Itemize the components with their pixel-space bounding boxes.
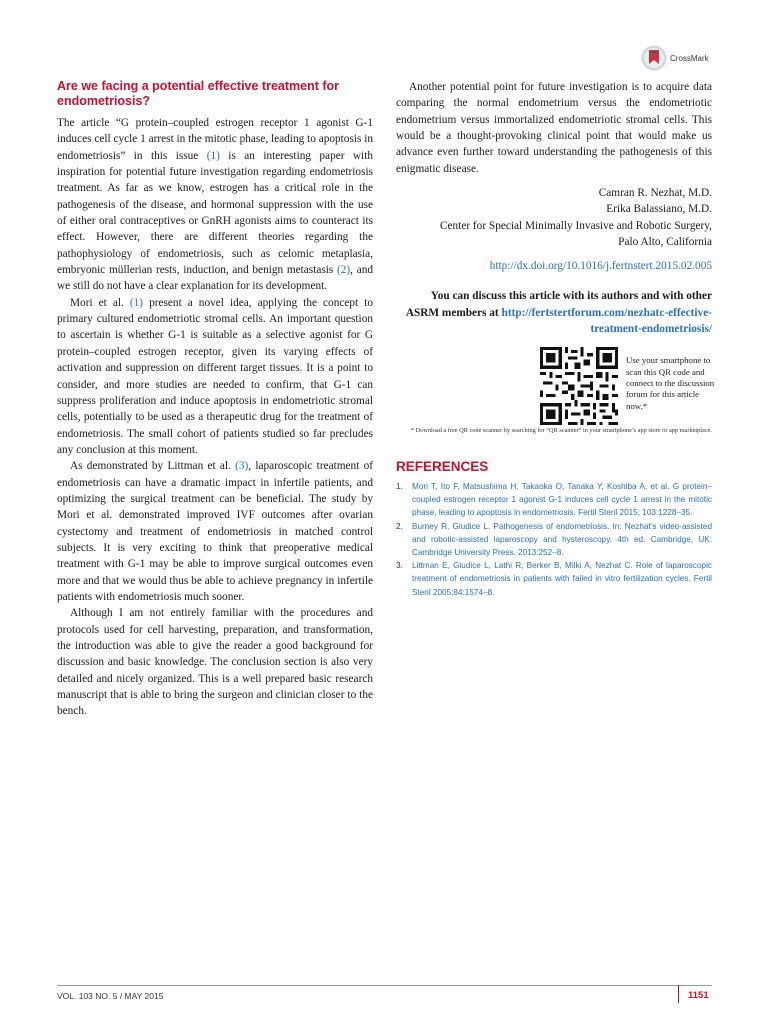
crossmark-label: CrossMark xyxy=(670,53,709,63)
citation-link-1[interactable]: (1) xyxy=(129,296,144,309)
author-2: Erika Balassiano, M.D. xyxy=(606,203,712,216)
qr-footnote: * Download a free QR code scanner by searching for “QR scanner” in your smartphone’s app store or app marketplace. xyxy=(410,427,712,435)
journal-issue: VOL. 103 NO. 5 / MAY 2015 xyxy=(57,991,164,1001)
paragraph-3-text-a: As demonstrated by Littman et al. xyxy=(70,460,236,473)
citation-link-3[interactable]: (3) xyxy=(235,460,249,473)
paragraph-3 xyxy=(57,458,373,605)
qr-code[interactable] xyxy=(540,347,618,425)
qr-block xyxy=(396,347,715,425)
discussion-text: You can discuss this article with its authors and with other ASRM members at xyxy=(405,290,712,319)
citation-link-1[interactable]: (1) xyxy=(206,149,220,162)
right-column xyxy=(396,0,715,599)
affiliation: Center for Special Minimally Invasive and Robotic Surgery, xyxy=(439,219,712,232)
discussion-forum-link[interactable]: http://fertstertforum.com/nezhatc-effective-treatment-endometriosis/ xyxy=(501,306,712,336)
reference-text: Burney R, Giudice L. Pathogenesis of endometriosis. In: Nezhat’s video-assisted and robotic-assisted laparoscopy and hysteroscopy. 4th ed. Cambridge, UK: Cambridge University Press. 2013:252–8. xyxy=(412,521,712,557)
reference-text: Mori T, Ito F, Matsushima H, Takaoka O, Tanaka Y, Koshiba A, et al. G protein–coupled estrogen receptor 1 agonist G-1 induces cell cycle 1 arrest in the mitotic phase, leading to apoptosis in endometriosis. Fertil Steril 2015; 103:1228–35. xyxy=(412,481,712,518)
paragraph-2 xyxy=(57,295,373,458)
reference-item[interactable] xyxy=(396,559,712,599)
footer-divider xyxy=(678,985,679,1003)
reference-number: 3. xyxy=(396,561,403,571)
signature-block xyxy=(396,185,712,274)
left-column xyxy=(57,79,373,720)
paragraph-1-text-c: , and we still do not have a clear explanation for its development. xyxy=(57,264,374,293)
qr-instructions: Use your smartphone to scan this QR code and connect to the discussion forum for this article now.* xyxy=(626,355,715,411)
reference-item[interactable] xyxy=(396,520,712,560)
paragraph-2-text-a: Mori et al. xyxy=(70,296,130,309)
location: Palo Alto, California xyxy=(618,236,712,249)
citation-link-2[interactable]: (2) xyxy=(336,264,351,277)
reference-number: 1. xyxy=(396,481,403,491)
reference-text: Littman E, Giudice L, Lathi R, Berker B, Milki A, Nezhat C. Role of laparoscopic treatment of endometriosis in patients with failed in vitro fertilization cycles. Fertil Steril 2005;84:1574–8. xyxy=(412,561,712,597)
paragraph-1-text-b: is an interesting paper with inspiration for potential future investigation regarding endometriosis treatment. As far as we know, estrogen has a critical role in the pathogenesis of the disease, and hormonal suppression with the use of either oral contraceptives or GnRH agonists aims to counteract its effect. However, there are different theories regarding the pathophysiology of endometriosis, such as celomic metaplasia, embryonic müllerian rests, induction, and benign metastasis xyxy=(57,149,373,277)
article-title: Are we facing a potential effective treatment for endometriosis? xyxy=(57,79,340,108)
discussion-block xyxy=(396,288,712,337)
paragraph-2-text-b: present a novel idea, applying the concept to primary cultured endometriotic stromal cells. An important question to ascertain is whether G-1 is suitable as a selective agonist for G protein–coupled estrogen receptor, given its varying effects of activation and suppression on different target tissues. It is a point to consider, and more studies are needed to confirm, that G-1 can suppress proliferation and induce apoptosis in endometriotic stromal cells, potentially to be used as a therapeutic drug for the treatment of endometriosis. The small cohort of patients studied so far precludes any conclusion at this moment. xyxy=(57,296,374,456)
paragraph-4: Although I am not entirely familiar with the procedures and protocols used for cell harvesting, preparation, and transformation, the introduction was able to give the reader a good background for discussion and basic knowledge. The conclusion section is also very detailed and nicely organized. This is a well prepared basic research manuscript that is able to bring the surgeon and clinician closer to the bench. xyxy=(57,607,373,718)
author-1: Camran R. Nezhat, M.D. xyxy=(598,187,712,200)
reference-item[interactable] xyxy=(396,480,712,520)
page-number: 1151 xyxy=(688,990,709,1001)
paragraph-1-text-a: The article “G protein–coupled estrogen receptor 1 agonist G-1 induces cell cycle 1 arrest in the mitotic phase, leading to apoptosis in endometriosis” in this issue xyxy=(57,117,373,162)
footer-rule xyxy=(57,985,712,986)
paragraph-3-text-b: , laparoscopic treatment of endometriosis can have a dramatic impact in infertile patients, and optimizing the surgical treatment can be beneficial. The study by Mori et al. demonstrated improved IVF outcomes after ovarian cystectomy and treatment of endometriosis in matched control subjects. It is very exciting to think that preoperative medical treatment with G-1 may be able to improve surgical outcomes even more and that we would thus be able to achieve pregnancy in infertile patients with endometriosis much sooner. xyxy=(57,460,373,603)
reference-number: 2. xyxy=(396,521,403,531)
paragraph-5: Another potential point for future investigation is to acquire data comparing the normal endometrium versus the endometriotic endometrium versus immortalized endometriotic stromal cells. This would be a thought-provoking clinical point that would make us advance even further toward understanding the pathogenesis of this enigmatic disease. xyxy=(396,81,712,175)
references-heading: REFERENCES xyxy=(396,458,489,474)
references-list xyxy=(396,480,712,599)
doi-link[interactable]: http://dx.doi.org/10.1016/j.fertnstert.2015.02.005 xyxy=(489,260,712,273)
paragraph-1 xyxy=(57,115,373,295)
